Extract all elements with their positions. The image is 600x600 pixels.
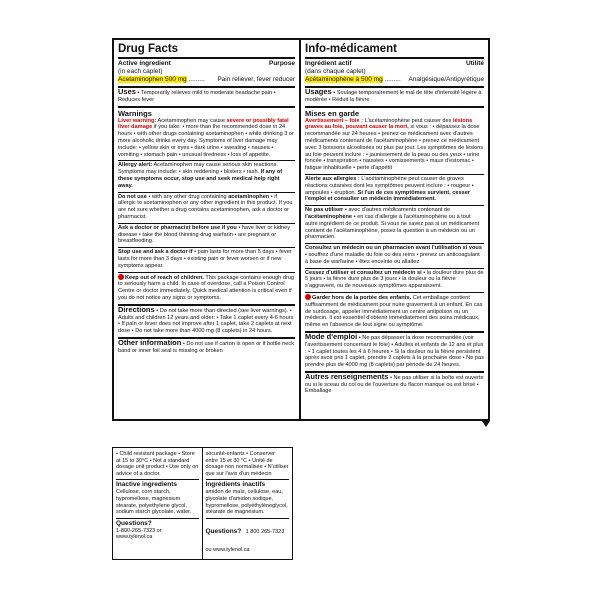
en-inactive-label: Inactive ingredients xyxy=(116,481,178,489)
en-continued-column xyxy=(113,448,203,559)
fr-questions-section xyxy=(206,519,290,558)
en-active-ingredient: Acetaminophen 500 mg xyxy=(118,76,187,83)
en-liver-bold: severe or possibly fatal liver damage xyxy=(118,117,289,131)
fr-inactive-label: Ingrédients inactifs xyxy=(205,481,266,489)
en-directions-label: Directions xyxy=(118,304,155,314)
en-ask-doctor-label: Ask a doctor or pharmacist before use if you xyxy=(118,224,237,231)
en-active-label: Active ingredient xyxy=(118,60,171,67)
fr-stop-use-section xyxy=(305,269,484,293)
en-allergy-bold: If any of these symptoms occur, stop use and seek medical help right away. xyxy=(118,169,283,189)
fr-ask-doctor-section xyxy=(305,244,484,268)
fr-other-section xyxy=(305,373,484,397)
en-stop-use-section xyxy=(118,248,295,272)
en-do-not-use-text2: • if allergic to acetaminophen or any other ingredient in this product. If you are not sure whether a drug contains acetaminophen, ask a doctor or pharmacist. xyxy=(118,193,293,220)
alert-dot-icon xyxy=(305,294,311,300)
en-do-not-use-section xyxy=(118,193,295,224)
fr-keep-out-label: Garder hors de la portée des enfants. xyxy=(312,294,412,301)
fr-uses-section xyxy=(305,88,484,108)
fr-do-not-use-text: • avec d'autres médicaments contenant de xyxy=(344,207,451,214)
en-liver-warning-label: Liver warning: xyxy=(118,117,157,124)
fr-purpose-label: Utilité xyxy=(465,60,484,67)
fr-allergy-label: Alerte aux allergies : xyxy=(305,175,360,182)
en-inactive-section xyxy=(116,480,199,518)
en-other-section xyxy=(118,339,295,357)
fr-directions-section xyxy=(305,333,484,373)
en-uses-text: • Temporarily relieves mild to moderate headache pain • Reduces fever xyxy=(118,90,276,103)
en-warnings-label: Warnings xyxy=(118,108,152,118)
fr-keep-out-section xyxy=(305,293,484,333)
en-title-section xyxy=(118,42,295,59)
fr-title-section xyxy=(305,42,484,59)
fr-questions-text: 1 800 265-7323 ou www.tylenol.ca xyxy=(205,528,285,553)
en-other-text: • Do not use if carton is open or if bottle neck band or inner foil seal is missing or broken xyxy=(118,340,295,354)
fr-uses-text: • Soulage temporairement le mal de tête d'intensité légère à modérée • Réduit la fièvre xyxy=(305,90,482,103)
en-active-section xyxy=(118,59,295,88)
fr-directions-text: • Ne pas dépasser la dose recommandée (voir l'avertissement concernant le foie) • Adultes et enfants de 12 ans et plus : • 1 caplet toutes les 4 à 6 heures • Si la douleur ou la fièvre persistent après avoir pris 1 caplet, prendre 2 caplets à la prochaine dose • Ne pas prendre plus de 4000 mg (8 caplets) par période de 24 heures. xyxy=(305,334,484,369)
fr-liver-bold: lésions graves au foie, pouvant causer la mort, xyxy=(305,117,473,131)
en-allergy-label: Allergy alert: xyxy=(118,162,153,169)
en-other-label: Other information xyxy=(118,337,182,347)
fr-title: Info-médicament xyxy=(305,43,398,55)
fr-allergy-text: L'acétaminophène peut causer de graves réactions cutanées dont les symptômes peuvent inclure : • rougeur • ampoules • éruption. xyxy=(305,175,474,196)
fr-childresist-text: sécurité-enfants • Conserver entre 15 et 30 °C • Unité de dosage non normalisée • N'utiliser que sur l'avis d'un médecin xyxy=(205,451,289,477)
fr-liver-warning-label: Avertissement – foie : xyxy=(305,117,363,124)
french-column xyxy=(301,40,488,419)
fr-keep-out-text: Cet emballage contient suffisamment de médicament pour nuire gravement à un enfant. En cas de surdosage, appeler immédiatement un centre antipoison ou un médecin. Il est essentiel d'obtenir immédiatement des soins médicaux, même en l'absence de tout signe ou symptôme. xyxy=(305,294,483,329)
fr-ask-doctor-label: Consultez un médecin ou un pharmacien avant l'utilisation si vous xyxy=(305,245,482,252)
fr-liver-text: si vous : • dépassez la dose recommandée sur 24 heures • prenez ce médicament avec d'autres médicaments contenant de l'acétaminophène • prenez ce médicament avec 3 boissons alcoolisées ou plus par jour. Les symptômes de lésions au foie peuvent inclure : • jaunissement de la peau ou des yeux • urine foncée • transpiration • nausées • vomissements • maux d'estomac • fatigue inhabituelle • perte d'appétit xyxy=(305,124,484,172)
en-stop-use-text: • pain lasts for more than 5 days • fever lasts for more than 3 days • existing pain or fever worsen or if new symptoms appear. xyxy=(118,249,292,269)
fr-uses-label: Usages xyxy=(305,87,332,96)
fr-directions-label: Mode d'emploi xyxy=(305,331,358,341)
en-inactive-text: Cellulose, corn starch, hypromellose, magnesium stearate, polyethylene glycol, sodium starch glycolate, water. xyxy=(116,489,192,516)
fr-warnings-label: Mises en garde xyxy=(305,108,360,118)
en-questions-section xyxy=(116,519,199,543)
en-active-dots: ......... xyxy=(188,76,205,83)
fr-active-purpose: Analgésique/Antipyrétique xyxy=(408,76,484,83)
fr-ask-doctor-text: • souffrez d'une maladie du foie ou des reins • prenez un anticoagulant à base de warfarine • êtes enceinte ou allaitez xyxy=(305,251,480,265)
fr-active-label: Ingrédient actif xyxy=(305,60,352,67)
en-childresist-text: • Child resistant package • Store at 15 to 30°C • Not a standard dosage unit product • Use only on advice of a doctor. xyxy=(116,451,199,477)
fr-active-ingredient: Acétaminophène à 500 mg xyxy=(305,76,383,83)
fr-allergy-bold: Si l'un de ces symptômes survient, cesser l'emploi et consulter un médecin immédiatement. xyxy=(305,189,470,203)
en-keep-out-text: This package contains enough drug to seriously harm a child. In case of overdose, call a Poison Control Centre or doctor immediately. Quick medical attention is critical even if you do not notice any signs or symptoms. xyxy=(118,274,295,301)
en-childresist-section xyxy=(116,450,199,480)
fr-do-not-use-section xyxy=(305,206,484,244)
en-stop-use-label: Stop use and ask a doctor if xyxy=(118,249,193,256)
fr-active-dots: ......... xyxy=(384,76,401,83)
en-questions-label: Questions? xyxy=(116,519,152,527)
en-do-not-use-bold: acetaminophen xyxy=(228,193,270,200)
en-liver-intro: Acetaminophen may cause xyxy=(157,117,225,124)
drug-facts-continued-panel xyxy=(112,447,293,560)
en-directions-section xyxy=(118,306,295,339)
en-uses-section xyxy=(118,88,295,108)
fr-do-not-use-text2: • en cas d'allergie à l'acétaminophène ou à tout autre ingrédient de ce produit. Si vous ne savez pas si un médicament contient de l'acétaminophène, posez la question à un médecin ou un pharmacien. xyxy=(305,213,480,241)
en-active-sub: (in each caplet) xyxy=(118,68,163,75)
drug-facts-panel xyxy=(112,38,490,421)
fr-warnings-section xyxy=(305,108,484,175)
fr-inactive-section xyxy=(206,480,290,518)
fr-questions-label: Questions? xyxy=(205,527,242,535)
english-column xyxy=(114,40,301,419)
en-do-not-use-text: • with any other drug containing xyxy=(148,193,227,200)
en-allergy-section xyxy=(118,161,295,192)
fr-active-sub: (dans chaque caplet) xyxy=(305,68,366,75)
fr-do-not-use-label: Ne pas utiliser xyxy=(305,207,344,214)
en-allergy-text: Acetaminophen may cause serious skin reactions. Symptoms may include: • skin reddening • blisters • rash. xyxy=(118,162,278,176)
fr-allergy-section xyxy=(305,175,484,206)
fr-stop-use-text: • la douleur dure plus de 5 jours • la fièvre dure plus de 3 jours • la douleur ou la fièvre s'aggravent, ou de nouveaux symptômes apparaissent. xyxy=(305,269,484,290)
en-questions-text: 1-800-265-7323 or www.tylenol.ca xyxy=(116,527,162,541)
fr-stop-use-label: Cessez d'utiliser et consultez un médecin si xyxy=(305,269,422,276)
en-keep-out-label: Keep out of reach of children. xyxy=(125,274,204,281)
alert-dot-icon xyxy=(118,274,124,280)
fr-other-label: Autres renseignements xyxy=(305,371,389,381)
fr-continued-column xyxy=(203,448,293,559)
fr-active-section xyxy=(305,59,484,88)
en-warnings-section xyxy=(118,108,295,162)
fr-do-not-use-bold: l'acétaminophène xyxy=(305,213,353,220)
fr-liver-intro: L'acétaminophène peut causer des xyxy=(364,117,452,124)
en-liver-text: if you take: • more than the recommended dose in 24 hours • with other drugs containing acetaminophen • while drinking 3 or more alcoholic drinks every day. Symptoms of liver damage may include: • yellow skin or eyes • dark urine • sweating • nausea • vomiting • stomach pain • unusual tiredness • loss of appetite. xyxy=(118,124,294,158)
fr-childresist-section xyxy=(206,450,290,480)
en-title: Drug Facts xyxy=(118,43,179,55)
en-purpose-label: Purpose xyxy=(268,60,295,67)
en-keep-out-section xyxy=(118,273,295,306)
en-do-not-use-label: Do not use xyxy=(118,193,147,200)
en-directions-text: • Do not take more than directed (see liver warnings). • Adults and children 12 years and older: • Take 1 caplet every 4-6 hours • If pain or fever does not improve after 1 caplet, take 2 caplets at next dose • Do not take more than 4000 mg (8 caplets) in 24 hours. xyxy=(118,307,294,335)
fr-inactive-text: amidon de maïs, cellulose, eau, glycolate d'amidon sodique, hypromellose, polyéthylèneglycol, stéarate de magnésium. xyxy=(205,489,288,516)
en-uses-label: Uses xyxy=(118,87,136,96)
continue-arrow-icon xyxy=(482,421,490,427)
en-ask-doctor-text: • have liver or kidney disease • take the blood thinning drug warfarin • are pregnant or breastfeeding. xyxy=(118,224,291,245)
en-active-purpose: Pain reliever, fever reducer xyxy=(217,76,295,83)
en-ask-doctor-section xyxy=(118,224,295,248)
fr-other-text: • Ne pas utiliser si la boîte est ouverte ou si le sceau du col ou de l'ouverture du flacon manque ou est brisé • Emballage xyxy=(305,374,484,395)
